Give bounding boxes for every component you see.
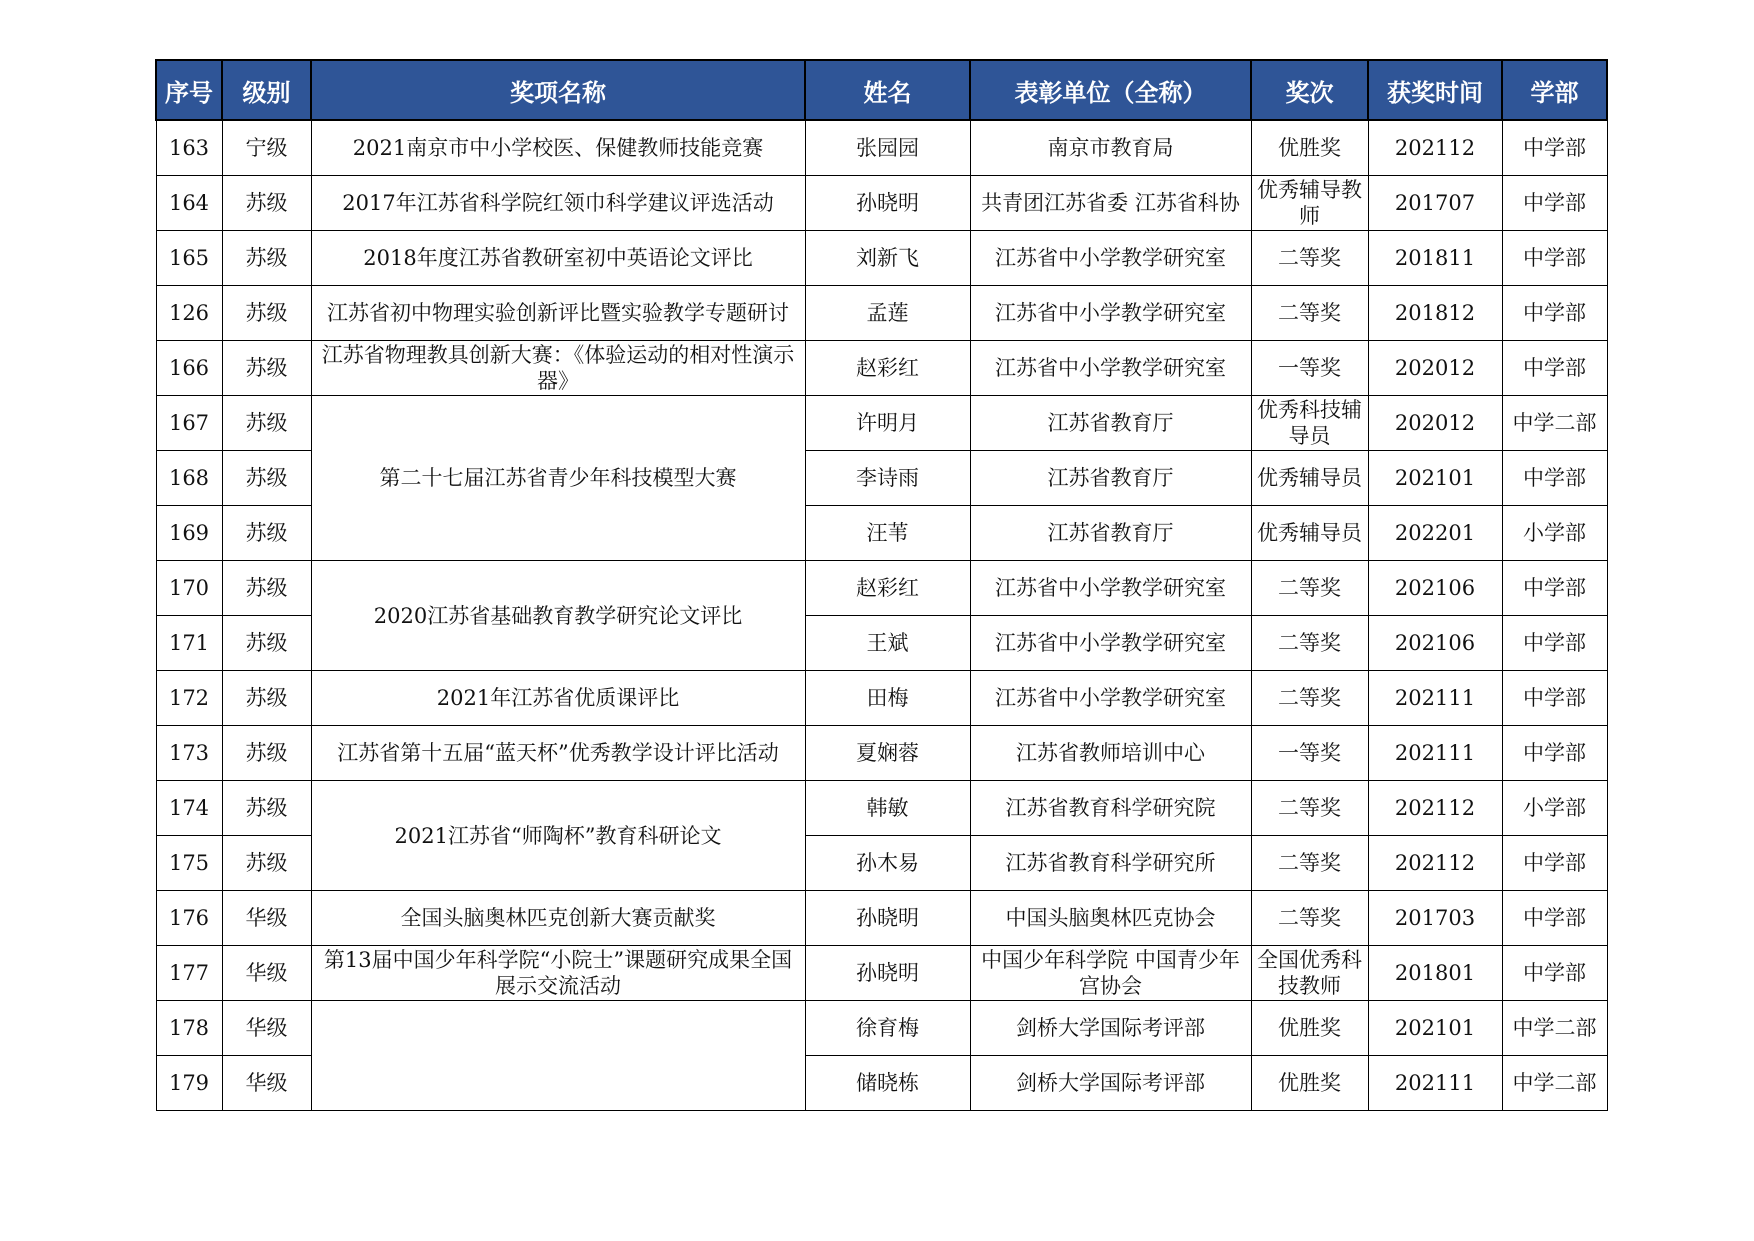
cell-unit: 江苏省中小学教学研究室 xyxy=(970,286,1251,341)
cell-unit: 江苏省教育厅 xyxy=(970,396,1251,451)
table-row xyxy=(156,341,1607,396)
cell-dept: 小学部 xyxy=(1502,781,1607,836)
cell-time: 202012 xyxy=(1368,396,1502,451)
cell-name: 李诗雨 xyxy=(805,451,970,506)
header-unit: 表彰单位（全称） xyxy=(970,60,1251,120)
cell-dept: 中学部 xyxy=(1502,616,1607,671)
table-row xyxy=(156,120,1607,176)
cell-award: 2018年度江苏省教研室初中英语论文评比 xyxy=(311,231,805,286)
cell-rank: 二等奖 xyxy=(1251,781,1368,836)
cell-dept: 中学部 xyxy=(1502,726,1607,781)
cell-dept: 中学部 xyxy=(1502,176,1607,231)
cell-award: 第13届中国少年科学院“小院士”课题研究成果全国展示交流活动 xyxy=(311,946,805,1001)
cell-rank: 二等奖 xyxy=(1251,286,1368,341)
cell-level: 苏级 xyxy=(222,671,311,726)
cell-level: 苏级 xyxy=(222,781,311,836)
cell-level: 华级 xyxy=(222,891,311,946)
cell-rank: 全国优秀科技教师 xyxy=(1251,946,1368,1001)
cell-name: 许明月 xyxy=(805,396,970,451)
cell-award: 2021南京市中小学校医、保健教师技能竞赛 xyxy=(311,120,805,176)
header-rank: 奖次 xyxy=(1251,60,1368,120)
cell-award: 全国头脑奥林匹克创新大赛贡献奖 xyxy=(311,891,805,946)
cell-dept: 中学部 xyxy=(1502,341,1607,396)
cell-rank: 优秀辅导员 xyxy=(1251,451,1368,506)
cell-time: 202101 xyxy=(1368,1001,1502,1056)
table-row xyxy=(156,946,1607,1001)
cell-award: 江苏省第十五届“蓝天杯”优秀教学设计评比活动 xyxy=(311,726,805,781)
header-no: 序号 xyxy=(156,60,222,120)
cell-dept: 中学二部 xyxy=(1502,1056,1607,1111)
cell-time: 201703 xyxy=(1368,891,1502,946)
table-row xyxy=(156,671,1607,726)
header-level: 级别 xyxy=(222,60,311,120)
cell-time: 202112 xyxy=(1368,836,1502,891)
table-row xyxy=(156,396,1607,451)
cell-time: 202101 xyxy=(1368,451,1502,506)
cell-dept: 中学部 xyxy=(1502,836,1607,891)
header-dept: 学部 xyxy=(1502,60,1607,120)
cell-award: 江苏省物理教具创新大赛：《体验运动的相对性演示器》 xyxy=(311,341,805,396)
cell-level: 苏级 xyxy=(222,836,311,891)
cell-level: 苏级 xyxy=(222,176,311,231)
cell-name: 赵彩红 xyxy=(805,341,970,396)
cell-time: 201707 xyxy=(1368,176,1502,231)
cell-time: 202111 xyxy=(1368,1056,1502,1111)
table-row xyxy=(156,561,1607,616)
table-row xyxy=(156,781,1607,836)
cell-level: 宁级 xyxy=(222,120,311,176)
cell-no: 168 xyxy=(156,451,222,506)
cell-dept: 中学部 xyxy=(1502,451,1607,506)
cell-no: 174 xyxy=(156,781,222,836)
cell-rank: 优胜奖 xyxy=(1251,120,1368,176)
cell-unit: 中国头脑奥林匹克协会 xyxy=(970,891,1251,946)
cell-award: 第二十七届江苏省青少年科技模型大赛 xyxy=(311,396,805,561)
cell-level: 苏级 xyxy=(222,726,311,781)
cell-time: 201812 xyxy=(1368,286,1502,341)
cell-no: 126 xyxy=(156,286,222,341)
cell-time: 202111 xyxy=(1368,726,1502,781)
cell-name: 徐育梅 xyxy=(805,1001,970,1056)
cell-unit: 江苏省教师培训中心 xyxy=(970,726,1251,781)
awards-table xyxy=(155,59,1608,1111)
cell-dept: 中学二部 xyxy=(1502,396,1607,451)
cell-dept: 中学部 xyxy=(1502,891,1607,946)
table-body xyxy=(156,120,1607,1111)
table-row xyxy=(156,1001,1607,1056)
cell-level: 苏级 xyxy=(222,341,311,396)
cell-unit: 江苏省中小学教学研究室 xyxy=(970,231,1251,286)
cell-no: 176 xyxy=(156,891,222,946)
cell-no: 177 xyxy=(156,946,222,1001)
cell-time: 201801 xyxy=(1368,946,1502,1001)
cell-no: 179 xyxy=(156,1056,222,1111)
cell-time: 202106 xyxy=(1368,616,1502,671)
cell-rank: 一等奖 xyxy=(1251,341,1368,396)
cell-name: 孙木易 xyxy=(805,836,970,891)
cell-award: 2021江苏省“师陶杯”教育科研论文 xyxy=(311,781,805,891)
cell-level: 华级 xyxy=(222,1056,311,1111)
cell-name: 张园园 xyxy=(805,120,970,176)
cell-unit: 南京市教育局 xyxy=(970,120,1251,176)
cell-no: 172 xyxy=(156,671,222,726)
cell-name: 储晓栋 xyxy=(805,1056,970,1111)
cell-unit: 中国少年科学院 中国青少年宫协会 xyxy=(970,946,1251,1001)
cell-award: 2021年江苏省优质课评比 xyxy=(311,671,805,726)
header-row xyxy=(156,60,1607,120)
cell-time: 202111 xyxy=(1368,671,1502,726)
cell-award: 2017年江苏省科学院红领巾科学建议评选活动 xyxy=(311,176,805,231)
cell-level: 苏级 xyxy=(222,396,311,451)
header-award: 奖项名称 xyxy=(311,60,805,120)
cell-unit: 剑桥大学国际考评部 xyxy=(970,1056,1251,1111)
cell-no: 164 xyxy=(156,176,222,231)
cell-no: 171 xyxy=(156,616,222,671)
cell-level: 苏级 xyxy=(222,231,311,286)
cell-name: 孙晓明 xyxy=(805,176,970,231)
cell-time: 202112 xyxy=(1368,781,1502,836)
header-name: 姓名 xyxy=(805,60,970,120)
cell-unit: 江苏省教育科学研究所 xyxy=(970,836,1251,891)
cell-name: 孟莲 xyxy=(805,286,970,341)
cell-unit: 剑桥大学国际考评部 xyxy=(970,1001,1251,1056)
cell-dept: 小学部 xyxy=(1502,506,1607,561)
cell-no: 167 xyxy=(156,396,222,451)
cell-name: 夏娴蓉 xyxy=(805,726,970,781)
cell-no: 163 xyxy=(156,120,222,176)
cell-dept: 中学部 xyxy=(1502,120,1607,176)
table-row xyxy=(156,726,1607,781)
cell-unit: 江苏省中小学教学研究室 xyxy=(970,341,1251,396)
cell-name: 孙晓明 xyxy=(805,946,970,1001)
cell-rank: 二等奖 xyxy=(1251,616,1368,671)
table-row xyxy=(156,891,1607,946)
cell-time: 202012 xyxy=(1368,341,1502,396)
cell-name: 王斌 xyxy=(805,616,970,671)
cell-no: 169 xyxy=(156,506,222,561)
cell-unit: 江苏省中小学教学研究室 xyxy=(970,671,1251,726)
cell-name: 汪苇 xyxy=(805,506,970,561)
header-time: 获奖时间 xyxy=(1368,60,1502,120)
cell-unit: 江苏省教育科学研究院 xyxy=(970,781,1251,836)
cell-rank: 优秀辅导教师 xyxy=(1251,176,1368,231)
cell-level: 苏级 xyxy=(222,286,311,341)
cell-name: 韩敏 xyxy=(805,781,970,836)
cell-time: 201811 xyxy=(1368,231,1502,286)
cell-level: 苏级 xyxy=(222,451,311,506)
cell-no: 173 xyxy=(156,726,222,781)
cell-award: 江苏省初中物理实验创新评比暨实验教学专题研讨 xyxy=(311,286,805,341)
cell-rank: 二等奖 xyxy=(1251,836,1368,891)
cell-level: 苏级 xyxy=(222,616,311,671)
cell-unit: 江苏省教育厅 xyxy=(970,451,1251,506)
cell-level: 苏级 xyxy=(222,506,311,561)
cell-time: 202201 xyxy=(1368,506,1502,561)
cell-time: 202112 xyxy=(1368,120,1502,176)
cell-unit: 共青团江苏省委 江苏省科协 xyxy=(970,176,1251,231)
table-row xyxy=(156,231,1607,286)
cell-dept: 中学部 xyxy=(1502,561,1607,616)
cell-award: 2020江苏省基础教育教学研究论文评比 xyxy=(311,561,805,671)
cell-rank: 优秀科技辅导员 xyxy=(1251,396,1368,451)
cell-rank: 优秀辅导员 xyxy=(1251,506,1368,561)
cell-unit: 江苏省中小学教学研究室 xyxy=(970,616,1251,671)
cell-no: 170 xyxy=(156,561,222,616)
cell-no: 178 xyxy=(156,1001,222,1056)
cell-level: 华级 xyxy=(222,946,311,1001)
cell-dept: 中学二部 xyxy=(1502,1001,1607,1056)
cell-rank: 优胜奖 xyxy=(1251,1001,1368,1056)
cell-dept: 中学部 xyxy=(1502,286,1607,341)
cell-rank: 二等奖 xyxy=(1251,561,1368,616)
cell-name: 赵彩红 xyxy=(805,561,970,616)
table-row xyxy=(156,176,1607,231)
cell-name: 田梅 xyxy=(805,671,970,726)
table-row xyxy=(156,286,1607,341)
cell-level: 苏级 xyxy=(222,561,311,616)
cell-rank: 二等奖 xyxy=(1251,671,1368,726)
cell-rank: 二等奖 xyxy=(1251,891,1368,946)
cell-name: 孙晓明 xyxy=(805,891,970,946)
cell-rank: 二等奖 xyxy=(1251,231,1368,286)
cell-unit: 江苏省中小学教学研究室 xyxy=(970,561,1251,616)
cell-no: 166 xyxy=(156,341,222,396)
cell-level: 华级 xyxy=(222,1001,311,1056)
cell-time: 202106 xyxy=(1368,561,1502,616)
cell-award xyxy=(311,1001,805,1111)
cell-name: 刘新飞 xyxy=(805,231,970,286)
cell-dept: 中学部 xyxy=(1502,231,1607,286)
cell-rank: 一等奖 xyxy=(1251,726,1368,781)
cell-unit: 江苏省教育厅 xyxy=(970,506,1251,561)
cell-no: 175 xyxy=(156,836,222,891)
cell-rank: 优胜奖 xyxy=(1251,1056,1368,1111)
cell-dept: 中学部 xyxy=(1502,946,1607,1001)
cell-dept: 中学部 xyxy=(1502,671,1607,726)
cell-no: 165 xyxy=(156,231,222,286)
